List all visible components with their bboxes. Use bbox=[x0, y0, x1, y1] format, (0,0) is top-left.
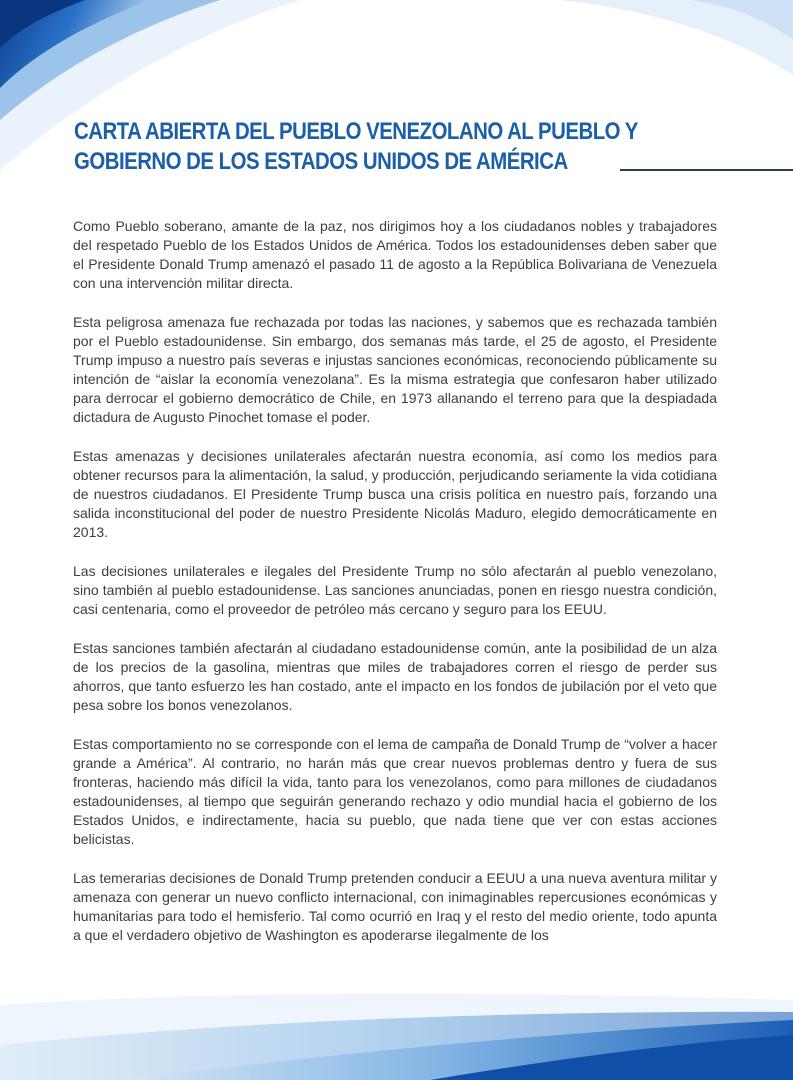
title-rule bbox=[620, 169, 793, 171]
title-line-1: CARTA ABIERTA DEL PUEBLO VENEZOLANO AL PUEBLO Y bbox=[74, 118, 638, 145]
bottom-wave bbox=[0, 994, 793, 1080]
paragraph: Esta peligrosa amenaza fue rechazada por todas las naciones, y sabemos que es rechazada también por el Pueblo estadounidense. Sin embargo, dos semanas más tarde, el 25 de agosto, el Presidente Trump impuso a nuestro país severas e injustas sanciones económicas, reconociendo públicamente su intención de “aislar la economía venezolana”. Es la misma estrategia que confesaron haber utilizado para derrocar el gobierno democrático de Chile, en 1973 allanando el terreno para que la despiadada dictadura de Augusto Pinochet tomase el poder. bbox=[73, 314, 717, 425]
letter-title bbox=[74, 117, 793, 177]
paragraph: Como Pueblo soberano, amante de la paz, nos dirigimos hoy a los ciudadanos nobles y trabajadores del respetado Pueblo de los Estados Unidos de América. Todos los estadounidenses deben saber que el Presidente Donald Trump amenazó el pasado 11 de agosto a la República Bolivariana de Venezuela con una intervención militar directa. bbox=[73, 218, 717, 291]
paragraph: Las temerarias decisiones de Donald Trump pretenden conducir a EEUU a una nueva aventura militar y amenaza con generar un nuevo conflicto internacional, con inimaginables repercusiones económicas y humanitarias para todo el hemisferio. Tal como ocurrió en Iraq y el resto del medio oriente, todo apunta a que el verdadero objetivo de Washington es apoderarse ilegalmente de los bbox=[73, 870, 717, 943]
paragraph: Estas sanciones también afectarán al ciudadano estadounidense común, ante la posibilidad de un alza de los precios de la gasolina, mientras que miles de trabajadores corren el riesgo de perder sus ahorros, que tanto esfuerzo les han costado, ante el impacto en los fondos de jubilación por el veto que pesa sobre los bonos venezolanos. bbox=[73, 640, 717, 713]
title-line-2: GOBIERNO DE LOS ESTADOS UNIDOS DE AMÉRICA bbox=[74, 148, 568, 175]
paragraph: Estas comportamiento no se corresponde con el lema de campaña de Donald Trump de “volver a hacer grande a América”. Al contrario, no harán más que crear nuevos problemas dentro y fuera de sus fronteras, haciendo más difícil la vida, tanto para los venezolanos, como para millones de ciudadanos estadounidenses, al tiempo que seguirán generando rechazo y odio mundial hacia el gobierno de los Estados Unidos, e indirectamente, hacia su pueblo, que nada tiene que ver con estas acciones belicistas. bbox=[73, 736, 717, 847]
letter-body bbox=[73, 217, 717, 965]
top-right-swoosh bbox=[560, 0, 793, 75]
paragraph: Las decisiones unilaterales e ilegales del Presidente Trump no sólo afectarán al pueblo venezolano, sino también al pueblo estadounidense. Las sanciones anunciadas, ponen en riesgo nuestra condición, casi centenaria, como el proveedor de petróleo más cercano y seguro para los EEUU. bbox=[73, 563, 717, 617]
paragraph: Estas amenazas y decisiones unilaterales afectarán nuestra economía, así como los medios para obtener recursos para la alimentación, la salud, y producción, perjudicando seriamente la vida cotidiana de nuestros ciudadanos. El Presidente Trump busca una crisis política en nuestro país, forzando una salida inconstitucional del poder de nuestro Presidente Nicolás Maduro, elegido democráticamente en 2013. bbox=[73, 448, 717, 540]
